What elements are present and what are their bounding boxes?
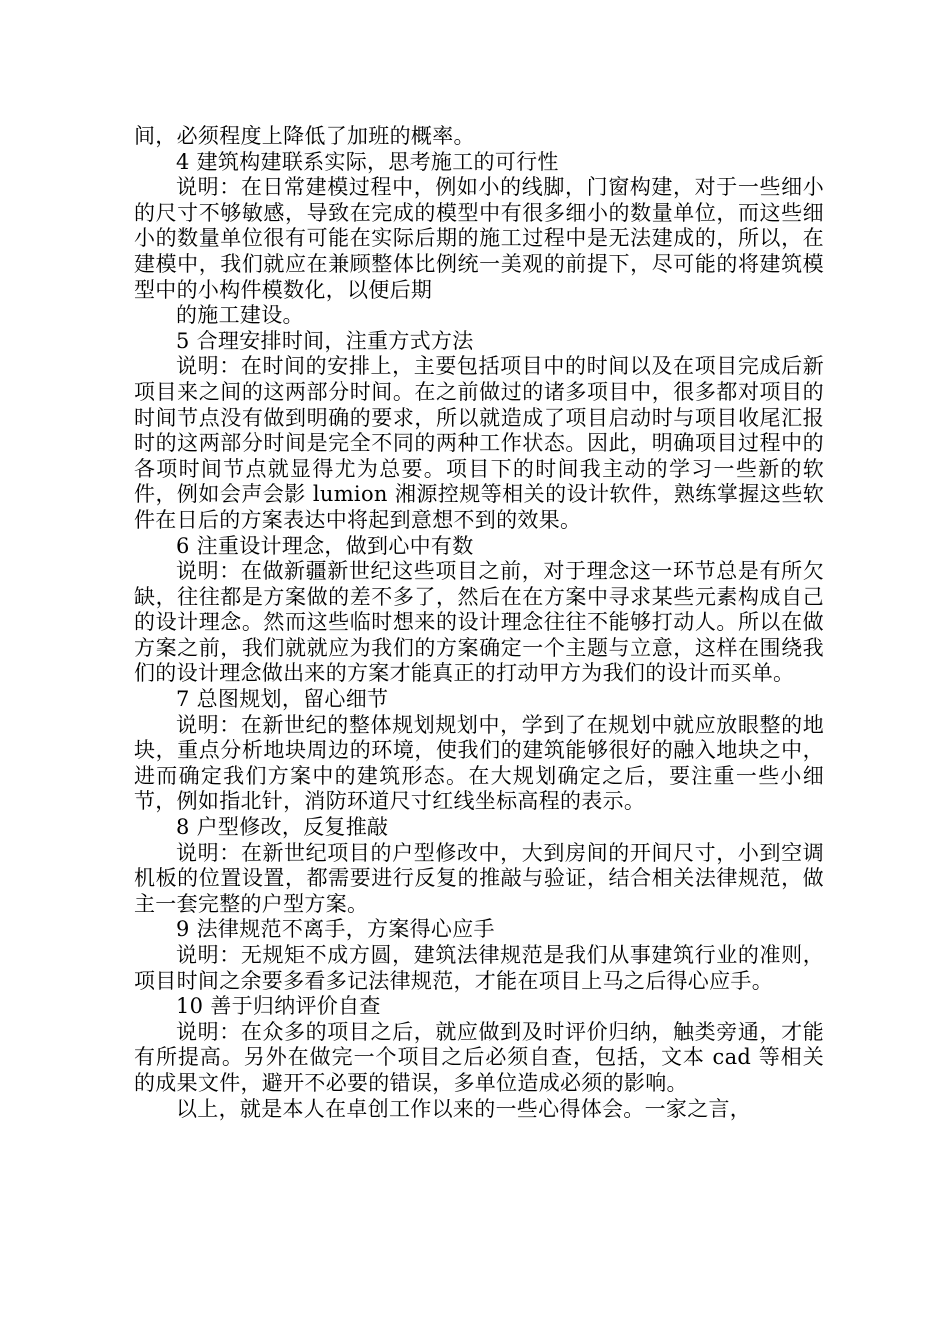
- section-heading: 7 总图规划，留心细节: [176, 687, 389, 712]
- paragraph: 说明：在日常建模过程中，例如小的线脚，门窗构建，对于一些细小的尺寸不够敏感，导致在完成的模型中有很多细小的数量单位，而这些细小的数量单位很有可能在实际后期的施工过程中是无法建成的，所以，在建模中，我们就应在兼顾整体比例统一美观的前提下，尽可能的将建筑模型中的小构件模数化，以便后期: [134, 175, 824, 302]
- paragraph: 以上，就是本人在卓创工作以来的一些心得体会。一家之言，: [176, 1096, 752, 1121]
- section-heading: 8 户型修改，反复推敲: [176, 815, 389, 840]
- paragraph: 说明：在新世纪的整体规划规划中，学到了在规划中就应放眼整的地块，重点分析地块周边的环境，使我们的建筑能够很好的融入地块之中，进而确定我们方案中的建筑形态。在大规划确定之后，要注重一些小细节，例如指北针，消防环道尺寸红线坐标高程的表示。: [134, 712, 824, 814]
- section-heading: 5 合理安排时间，注重方式方法: [176, 328, 474, 353]
- document-body: [134, 124, 824, 1122]
- section-heading: 9 法律规范不离手，方案得心应手: [176, 917, 495, 942]
- paragraph: 说明：在众多的项目之后，就应做到及时评价归纳，触类旁通，才能有所提高。另外在做完一个项目之后必须自查，包括，文本 cad 等相关的成果文件，避开不必要的错误，多单位造成必须的影响。: [134, 1019, 824, 1095]
- section-heading: 10 善于归纳评价自查: [176, 994, 381, 1019]
- paragraph: 说明：无规矩不成方圆，建筑法律规范是我们从事建筑行业的准则，项目时间之余要多看多记法律规范，才能在项目上马之后得心应手。: [134, 943, 824, 993]
- paragraph: 间，必须程度上降低了加班的概率。: [134, 124, 475, 148]
- section-heading: 6 注重设计理念，做到心中有数: [176, 533, 474, 558]
- section-heading: 4 建筑构建联系实际，思考施工的可行性: [176, 149, 559, 174]
- paragraph: 说明：在新世纪项目的户型修改中，大到房间的开间尺寸，小到空调机板的位置设置，都需要进行反复的推敲与验证，结合相关法律规范，做主一套完整的户型方案。: [134, 840, 824, 916]
- paragraph: 说明：在做新疆新世纪这些项目之前，对于理念这一环节总是有所欠缺，往往都是方案做的差不多了，然后在在方案中寻求某些元素构成自己的设计理念。然而这些临时想来的设计理念往往不能够打动人。所以在做方案之前，我们就就应为我们的方案确定一个主题与立意，这样在围绕我们的设计理念做出来的方案才能真正的打动甲方为我们的设计而买单。: [134, 559, 824, 686]
- paragraph: 说明：在时间的安排上，主要包括项目中的时间以及在项目完成后新项目来之间的这两部分时间。在之前做过的诸多项目中，很多都对项目的时间节点没有做到明确的要求，所以就造成了项目启动时与项目收尾汇报时的这两部分时间是完全不同的两种工作状态。因此，明确项目过程中的各项时间节点就显得尤为总要。项目下的时间我主动的学习一些新的软件，例如会声会影 lumion 湘源控规等相关的设计软件，熟练掌握这些软件在日后的方案表达中将起到意想不到的效果。: [134, 354, 824, 532]
- paragraph: 的施工建设。: [176, 303, 304, 328]
